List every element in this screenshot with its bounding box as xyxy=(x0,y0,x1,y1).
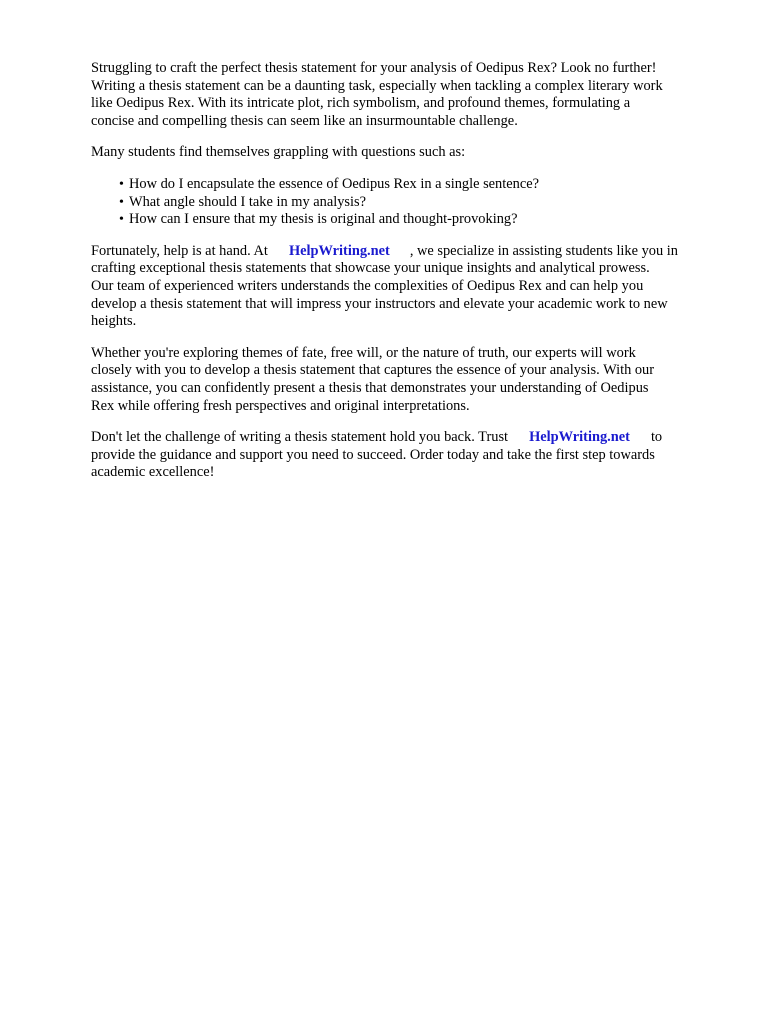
text-line xyxy=(91,243,731,261)
closing-paragraph xyxy=(91,429,731,482)
text-line: develop a thesis statement that will impress your instructors and elevate your academic work to new xyxy=(91,295,668,312)
helpwriting-link[interactable]: HelpWriting.net xyxy=(288,242,390,259)
text-segment: Don't let the challenge of writing a thesis statement hold you back. Trust xyxy=(91,429,509,446)
text-line: Our team of experienced writers understands the complexities of Oedipus Rex and can help you xyxy=(91,277,644,294)
list-item-text: What angle should I take in my analysis? xyxy=(129,193,366,210)
bullet-icon: • xyxy=(119,194,124,210)
text-line: Whether you're exploring themes of fate, free will, or the nature of truth, our experts will work xyxy=(91,344,636,361)
bullet-icon: • xyxy=(119,212,124,228)
text-line: assistance, you can confidently present a thesis that demonstrates your understanding of Oedipus xyxy=(91,379,649,396)
text-segment: to xyxy=(650,429,663,446)
text-line: concise and compelling thesis can seem like an insurmountable challenge. xyxy=(91,112,518,129)
bullet-icon: • xyxy=(119,176,124,192)
text-line: heights. xyxy=(91,313,137,330)
text-line: provide the guidance and support you need to succeed. Order today and take the first step towards xyxy=(91,446,655,463)
text-line: crafting exceptional thesis statements that showcase your unique insights and analytical prowess. xyxy=(91,260,650,277)
text-line xyxy=(91,429,731,447)
intro-paragraph xyxy=(91,60,731,130)
questions-intro-paragraph xyxy=(91,144,731,162)
text-line: Writing a thesis statement can be a daunting task, especially when tackling a complex literary work xyxy=(91,77,663,94)
text-line: closely with you to develop a thesis statement that captures the essence of your analysis. With our xyxy=(91,362,655,379)
text-line: like Oedipus Rex. With its intricate plot, rich symbolism, and profound themes, formulating a xyxy=(91,95,631,112)
text-line: Rex while offering fresh perspectives and original interpretations. xyxy=(91,397,470,414)
list-item-text: How can I ensure that my thesis is original and thought-provoking? xyxy=(129,211,518,228)
list-item xyxy=(91,211,731,229)
list-item xyxy=(91,176,731,194)
text-line: Struggling to craft the perfect thesis statement for your analysis of Oedipus Rex? Look no further! xyxy=(91,60,657,76)
text-segment: Fortunately, help is at hand. At xyxy=(91,242,268,259)
helpwriting-link[interactable]: HelpWriting.net xyxy=(529,429,630,446)
list-item-text: How do I encapsulate the essence of Oedipus Rex in a single sentence? xyxy=(129,175,539,192)
document-page xyxy=(91,60,731,496)
text-segment: , we specialize in assisting students like you in xyxy=(409,242,678,259)
text-line: academic excellence! xyxy=(91,464,215,481)
text-line: Many students find themselves grappling with questions such as: xyxy=(91,144,466,161)
list-item xyxy=(91,194,731,212)
service-paragraph xyxy=(91,243,731,331)
questions-list xyxy=(91,176,731,229)
experts-paragraph xyxy=(91,345,731,415)
